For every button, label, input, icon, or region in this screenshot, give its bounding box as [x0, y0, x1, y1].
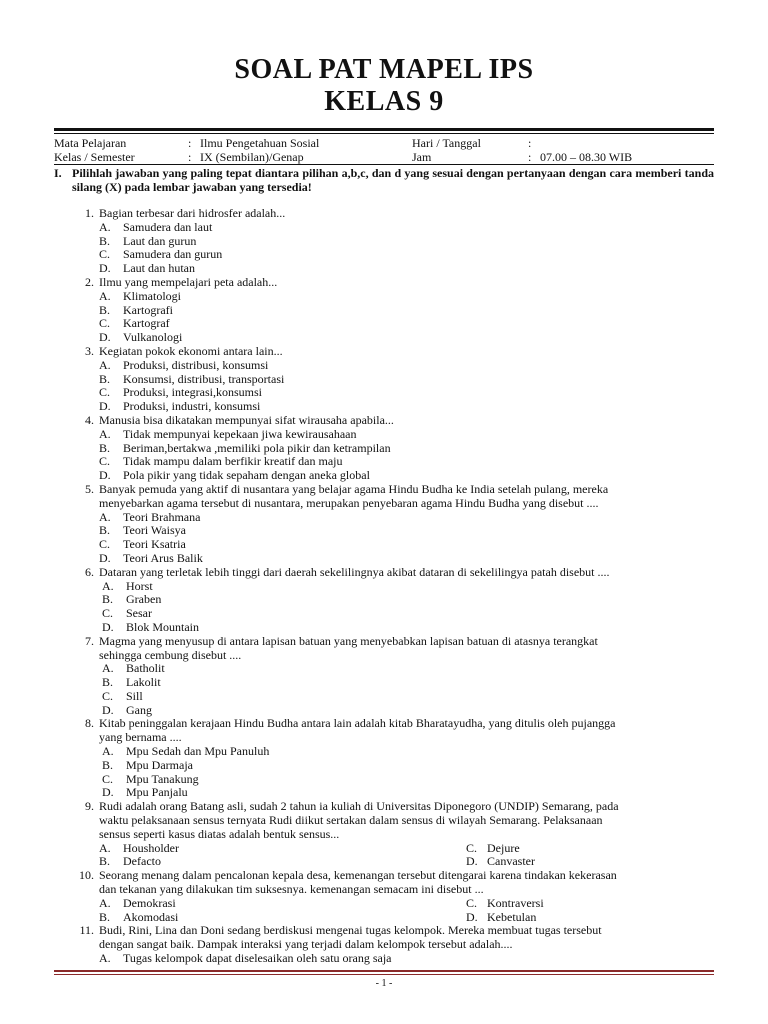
- option-text: Gang: [126, 702, 152, 717]
- question-line: [0, 731, 768, 745]
- option-text: Vulkanologi: [123, 330, 183, 345]
- option-text: Horst: [126, 578, 153, 593]
- option-row: [0, 911, 768, 925]
- option-item: [0, 580, 768, 594]
- option-row: [0, 897, 768, 911]
- option-text: Canvaster: [487, 854, 535, 869]
- option-text: Klimatologi: [123, 288, 181, 303]
- question-number: 6.: [85, 564, 94, 579]
- question-line: [0, 938, 768, 952]
- day-date-label: Hari / Tanggal: [412, 136, 481, 150]
- option-text: Laut dan hutan: [123, 261, 195, 276]
- question-text: Bagian terbesar dari hidrosfer adalah...: [99, 206, 286, 220]
- option-letter: A.: [99, 288, 111, 303]
- question-text: Dataran yang terletak lebih tinggi dari daerah sekelilingnya akibat dataran di sekelilingya patah disebut ....: [99, 564, 610, 579]
- question-text: waktu pelaksanaan sensus ternyata Rudi diikut sertakan dalam sensus di wilayah Semarang. Pelaksanaan: [99, 813, 603, 828]
- question-text: Manusia bisa dikatakan mempunyai sifat wirausaha apabila...: [99, 412, 394, 427]
- option-text: Produksi, industri, konsumsi: [123, 399, 261, 414]
- question-line: [0, 869, 768, 883]
- option-text: Kartograf: [123, 316, 170, 331]
- option-letter: A.: [102, 661, 114, 676]
- option-item: [0, 469, 768, 483]
- question-number: 11.: [79, 923, 94, 938]
- option-item: [0, 786, 768, 800]
- option-item: [0, 428, 768, 442]
- option-text: Demokrasi: [123, 895, 176, 910]
- question-number: 5.: [85, 481, 94, 496]
- question-text: Magma yang menyusup di antara lapisan batuan yang menyebabkan lapisan batuan di atasnya terangkat: [99, 633, 598, 648]
- question-text: menyebarkan agama tersebut di nusantara, merupakan penyebaran agama Hindu Budha yang disebut ....: [99, 495, 599, 510]
- option-item: [0, 704, 768, 718]
- option-letter: B.: [99, 371, 111, 386]
- option-text: Beriman,bertakwa ,memiliki pola pikir dan ketrampilan: [123, 440, 391, 455]
- question-text: dengan sangat baik. Dampak interaksi yang terjadi dalam kelompok tersebut adalah....: [99, 937, 513, 952]
- question-text: dan tekanan yang dilakukan tim suksesnya. kemenangan semacam ini disebut ...: [99, 882, 484, 897]
- option-text: Sesar: [126, 606, 152, 621]
- instruction-number: I.: [54, 166, 62, 180]
- question-list: [0, 207, 768, 966]
- subject-label: Mata Pelajaran: [54, 136, 127, 150]
- question-number: 7.: [85, 633, 94, 648]
- time-label: Jam: [412, 150, 432, 164]
- question-text: yang bernama ....: [99, 730, 182, 745]
- question-line: [0, 883, 768, 897]
- option-letter: A.: [99, 951, 111, 966]
- question-number: 10.: [79, 868, 94, 883]
- question-line: [0, 566, 768, 580]
- question-line: [0, 649, 768, 663]
- question-line: [0, 345, 768, 359]
- class-semester-label: Kelas / Semester: [54, 150, 135, 164]
- question-line: [0, 483, 768, 497]
- option-letter: C.: [99, 537, 111, 552]
- option-letter: D.: [99, 330, 111, 345]
- option-text: Mpu Tanakung: [126, 771, 199, 786]
- time-value: 07.00 – 08.30 WIB: [540, 150, 633, 164]
- option-item: [0, 745, 768, 759]
- option-letter: C.: [102, 606, 114, 621]
- option-item: [0, 552, 768, 566]
- option-item: [0, 607, 768, 621]
- option-item: [0, 373, 768, 387]
- option-letter: C.: [99, 385, 111, 400]
- option-text: Kontraversi: [487, 895, 544, 910]
- class-semester-value: IX (Sembilan)/Genap: [200, 150, 304, 164]
- option-text: Laut dan gurun: [123, 233, 197, 248]
- option-letter: D.: [466, 854, 478, 869]
- time-colon: :: [528, 150, 532, 164]
- option-text: Tidak mampu dalam berfikir kreatif dan maju: [123, 454, 343, 469]
- option-item: [0, 524, 768, 538]
- option-letter: C.: [99, 454, 111, 469]
- option-text: Tugas kelompok dapat diselesaikan oleh satu orang saja: [123, 951, 392, 966]
- option-letter: D.: [102, 619, 114, 634]
- question-text: Kegiatan pokok ekonomi antara lain...: [99, 343, 283, 358]
- instruction: [54, 166, 714, 194]
- question-line: [0, 828, 768, 842]
- option-letter: A.: [99, 219, 111, 234]
- option-text: Samudera dan gurun: [123, 247, 223, 262]
- subject-value: Ilmu Pengetahuan Sosial: [200, 136, 320, 150]
- option-item: [0, 304, 768, 318]
- day-date-colon: :: [528, 136, 532, 150]
- question-text: sehingga cembung disebut ....: [99, 647, 242, 662]
- option-text: Mpu Darmaja: [126, 757, 193, 772]
- question-line: [0, 717, 768, 731]
- option-text: Tidak mempunyai kepekaan jiwa kewirausahaan: [123, 426, 357, 441]
- option-text: Blok Mountain: [126, 619, 200, 634]
- option-letter: B.: [102, 675, 114, 690]
- option-item: [0, 662, 768, 676]
- question-line: [0, 414, 768, 428]
- question-text: sensus seperti kasus diatas adalah bentuk sensus...: [99, 826, 340, 841]
- option-letter: B.: [102, 592, 114, 607]
- option-text: Pola pikir yang tidak sepaham dengan aneka global: [123, 468, 370, 483]
- option-text: Samudera dan laut: [123, 219, 213, 234]
- subject-colon: :: [188, 136, 192, 150]
- question-number: 2.: [85, 274, 94, 289]
- exam-class-title: KELAS 9: [324, 86, 444, 117]
- option-letter: B.: [99, 854, 111, 869]
- exam-title: SOAL PAT MAPEL IPS: [234, 54, 534, 85]
- question-number: 1.: [85, 206, 94, 220]
- option-item: [0, 248, 768, 262]
- option-item: [0, 359, 768, 373]
- option-letter: A.: [99, 357, 111, 372]
- option-item: [0, 538, 768, 552]
- page-number: - 1 -: [375, 978, 393, 989]
- option-letter: C.: [99, 316, 111, 331]
- question-text: Kitab peninggalan kerajaan Hindu Budha antara lain adalah kitab Bharatayudha, yang ditulis oleh pujangga: [99, 716, 616, 731]
- option-item: [0, 773, 768, 787]
- option-letter: B.: [99, 523, 111, 538]
- option-letter: D.: [99, 399, 111, 414]
- option-item: [0, 455, 768, 469]
- question-line: [0, 635, 768, 649]
- option-text: Mpu Panjalu: [126, 785, 188, 800]
- option-item: [0, 235, 768, 249]
- question-text: Ilmu yang mempelajari peta adalah...: [99, 274, 278, 289]
- question-line: [0, 814, 768, 828]
- option-letter: D.: [102, 702, 114, 717]
- option-text: Akomodasi: [123, 909, 179, 924]
- option-text: Defacto: [123, 854, 161, 869]
- question-number: 9.: [85, 799, 94, 814]
- option-letter: B.: [102, 757, 114, 772]
- question-text: Seorang menang dalam pencalonan kepala desa, kemenangan tersebut ditengarai karena tindakan kekerasan: [99, 868, 617, 883]
- option-letter: A.: [99, 509, 111, 524]
- option-letter: D.: [99, 550, 111, 565]
- option-item: [0, 759, 768, 773]
- footer-rule-thin: [54, 974, 714, 975]
- option-text: Lakolit: [126, 675, 161, 690]
- option-letter: C.: [99, 247, 111, 262]
- question-line: [0, 924, 768, 938]
- option-letter: B.: [99, 440, 111, 455]
- class-semester-colon: :: [188, 150, 192, 164]
- option-item: [0, 221, 768, 235]
- option-text: Teori Arus Balik: [123, 550, 203, 565]
- question-text: Banyak pemuda yang aktif di nusantara yang belajar agama Hindu Budha ke India setelah pulang, mereka: [99, 481, 609, 496]
- option-text: Dejure: [487, 840, 520, 855]
- option-item: [0, 952, 768, 966]
- option-letter: B.: [99, 909, 111, 924]
- question-number: 4.: [85, 412, 94, 427]
- option-letter: D.: [99, 468, 111, 483]
- option-text: Teori Waisya: [123, 523, 186, 538]
- option-letter: C.: [466, 840, 478, 855]
- option-text: Teori Brahmana: [123, 509, 201, 524]
- option-text: Produksi, distribusi, konsumsi: [123, 357, 269, 372]
- option-text: Produksi, integrasi,konsumsi: [123, 385, 263, 400]
- instruction-text: Pilihlah jawaban yang paling tepat diantara pilihan a,b,c, dan d yang sesuai dengan pertanyaan dengan cara memberi tanda silang (X) pada lembar jawaban yang tersedia!: [72, 166, 714, 194]
- option-letter: C.: [102, 771, 114, 786]
- question-text: Budi, Rini, Lina dan Doni sedang berdiskusi mengenai tugas kelompok. Mereka membuat tugas tersebut: [99, 923, 602, 938]
- option-letter: A.: [102, 578, 114, 593]
- option-row: [0, 842, 768, 856]
- option-letter: A.: [99, 895, 111, 910]
- option-item: [0, 290, 768, 304]
- option-letter: D.: [466, 909, 478, 924]
- option-letter: B.: [99, 302, 111, 317]
- option-text: Housholder: [123, 840, 179, 855]
- option-item: [0, 676, 768, 690]
- option-text: Teori Ksatria: [123, 537, 186, 552]
- question-line: [0, 207, 768, 221]
- option-text: Batholit: [126, 661, 165, 676]
- option-item: [0, 442, 768, 456]
- option-letter: D.: [99, 261, 111, 276]
- option-text: Mpu Sedah dan Mpu Panuluh: [126, 744, 270, 759]
- option-item: [0, 386, 768, 400]
- option-item: [0, 621, 768, 635]
- info-rule: [54, 164, 714, 165]
- option-item: [0, 400, 768, 414]
- option-letter: D.: [102, 785, 114, 800]
- question-line: [0, 497, 768, 511]
- option-letter: B.: [99, 233, 111, 248]
- option-row: [0, 855, 768, 869]
- option-item: [0, 690, 768, 704]
- option-item: [0, 262, 768, 276]
- footer-rule-thick: [54, 970, 714, 972]
- option-letter: C.: [102, 688, 114, 703]
- option-letter: A.: [99, 840, 111, 855]
- option-text: Kebetulan: [487, 909, 537, 924]
- option-item: [0, 331, 768, 345]
- option-item: [0, 511, 768, 525]
- header-rule-thin: [54, 133, 714, 134]
- option-text: Sill: [126, 688, 143, 703]
- option-letter: C.: [466, 895, 478, 910]
- question-number: 8.: [85, 716, 94, 731]
- option-text: Graben: [126, 592, 162, 607]
- question-line: [0, 800, 768, 814]
- option-letter: A.: [99, 426, 111, 441]
- question-number: 3.: [85, 343, 94, 358]
- option-letter: A.: [102, 744, 114, 759]
- option-text: Kartografi: [123, 302, 173, 317]
- option-text: Konsumsi, distribusi, transportasi: [123, 371, 285, 386]
- header-rule-thick: [54, 128, 714, 131]
- option-item: [0, 593, 768, 607]
- option-item: [0, 317, 768, 331]
- question-line: [0, 276, 768, 290]
- question-text: Rudi adalah orang Batang asli, sudah 2 tahun ia kuliah di Universitas Diponegoro (UNDIP) Semarang, pada: [99, 799, 619, 814]
